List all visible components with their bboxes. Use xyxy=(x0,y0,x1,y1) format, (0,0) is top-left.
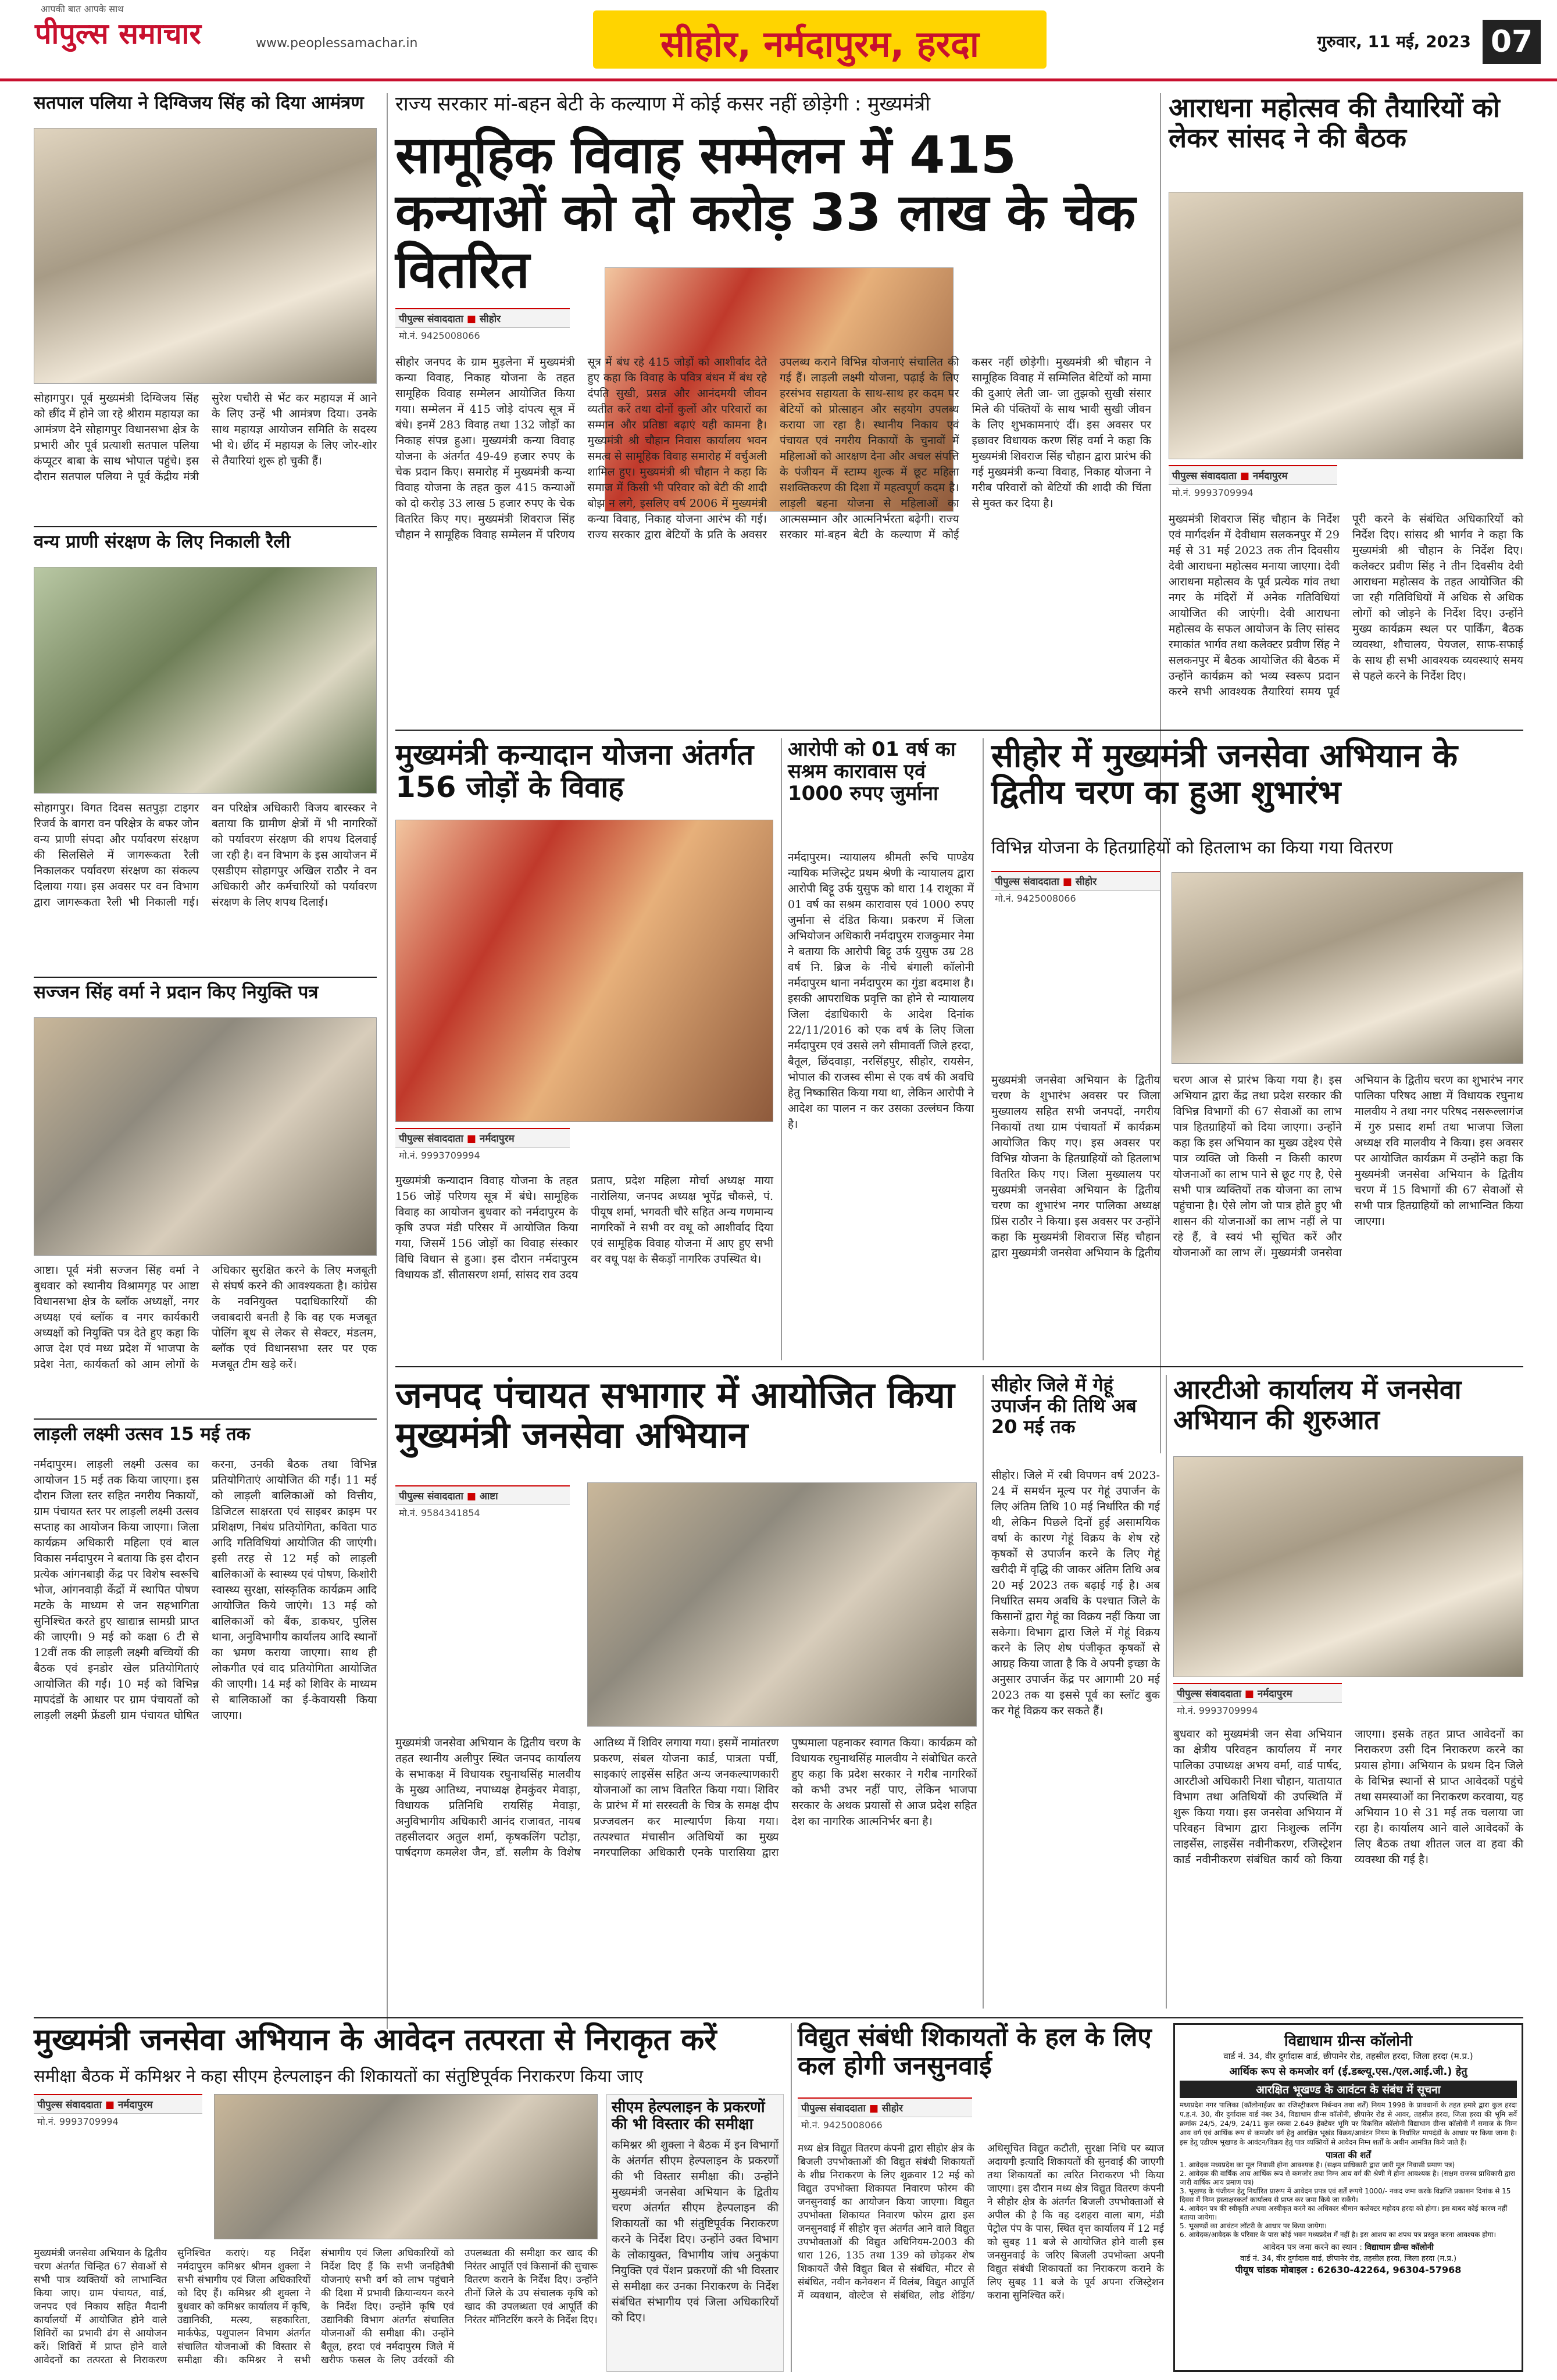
ad-footer xyxy=(1180,2242,1517,2253)
ad-conditions xyxy=(1180,2161,1517,2239)
byline-mobile: मो.नं. 9425008066 xyxy=(399,330,480,341)
story-headline: वन्य प्राणी संरक्षण के लिए निकाली रैली xyxy=(34,531,291,552)
story-ladli xyxy=(34,1424,377,2011)
story-photo xyxy=(587,1482,977,1727)
story-body: नर्मदापुरम। लाड़ली लक्ष्मी उत्सव का आयोजन 15 मई तक किया जाएगा। इस दौरान जिला स्तर सहित नगरीय निकायों, ग्राम पंचायत स्तर पर लाड़ली लक्ष्मी उत्सव सप्ताह का आयोजन किया जाएगा। जिला कार्यक्रम अधिकारी महिला एवं बाल विकास नर्मदापुरम ने बताया कि इस दौरान प्रत्येक आंगनबाड़ी केंद्र पर विशेष स्वरूचि भोज, आंगनवाड़ी केंद्रों में स्थापित पोषण मटके के माध्यम से जन सहभागिता सुनिश्चित करते हुए खाद्यान्न सामग्री प्राप्त की जाएगी। 9 मई को कक्षा 6 टी से 12वीं तक की लाड़ली लक्ष्मी बच्चियों की बैठक एवं इनडोर खेल प्रतियोगिताएं आयोजित की गईं। 10 मई को विभिन्न मापदंडों के आधार पर ग्राम पंचायतों को लाड़ली लक्ष्मी फ्रेंडली ग्राम पंचायत घोषित करना, उनकी बैठक तथा विभिन्न प्रतियोगिताएं आयोजित की गईं। 11 मई को लाड़ली बालिकाओं को वित्तीय, डिजिटल साक्षरता एवं साइबर क्राइम पर प्रशिक्षण, निबंध प्रतियोगिता, कविता पाठ आदि गतिविधियां आयोजित की जाएंगी। इसी तरह से 12 मई को लाड़ली बालिकाओं के स्वास्थ्य एवं पोषण, किशोरी स्वास्थ्य सुरक्षा, सांस्कृतिक कार्यक्रम आदि आयोजित किये जाएंगे। 13 मई को बालिकाओं को बैंक, डाकघर, पुलिस थाना, अनुविभागीय कार्यालय आदि स्थानों का भ्रमण कराया जाएगा। साथ ही लोकगीत एवं वाद प्रतियोगिता आयोजित की जाएगी। 14 मई को शिविर के माध्यम से बालिकाओं का ई-केवायसी किया जाएगा। xyxy=(34,1458,377,1722)
story-byline xyxy=(395,308,570,349)
story-body: मध्य क्षेत्र विद्युत वितरण कंपनी द्वारा सीहोर क्षेत्र के बिजली उपभोक्ताओं की विद्युत संबंधी शिकायतों के शीघ्र निराकरण के लिए शुक्रवार 12 मई को विद्युत उपभोक्ता शिकायत निवारण फोरम की जनसुनवाई का आयोजन किया जाएगा। विद्युत उपभोक्ता शिकायत निवारण फोरम द्वारा इस जनसुनवाई में सीहोर वृत्त अंतर्गत आने वाले विद्युत उपभोक्ताओं की विद्युत अधिनियम-2003 की धारा 126, 135 तथा 139 को छोड़कर शेष शिकायतें जैसे विद्युत बिल से संबंधित, मीटर से संबंधित, नवीन कनेक्शन में विलंब, विद्युत आपूर्ति में व्यवधान, वोल्टेज से संबंधित, लोड शेडिंग/अधिसूचित विद्युत कटौती, सुरक्षा निधि पर ब्याज अदायगी इत्यादि शिकायतों की सुनवाई की जाएगी तथा शिकायतों का त्वरित निराकरण भी किया जाएगा। इस दौरान मध्य क्षेत्र विद्युत वितरण कंपनी ने सीहोर क्षेत्र के अंतर्गत बिजली उपभोक्ताओं से अपील की है कि वह दशहरा वाला बाग, मंडी पेट्रोल पंप के पास, स्थित वृत्त कार्यालय में 12 मई को सुबह 11 बजे से आयोजित होने वाली इस जनसुनवाई के जरिए बिजली उपभोक्ता अपनी विद्युत संबंधी शिकायतों का निराकरण कराने के लिए सुबह 11 बजे के पूर्व अपना रजिस्ट्रेशन कराना सुनिश्चित करें। xyxy=(798,2143,1164,2302)
column-divider xyxy=(983,1375,984,2009)
ad-condition: 1. आवेदक मध्यप्रदेश का मूल निवासी होना आवश्यक है। (सक्षम प्राधिकारी द्वारा जारी मूल निवासी प्रमाण पत्र) xyxy=(1180,2161,1455,2169)
byline-credit: पीपुल्स संवाददाता ■ नर्मदापुरम xyxy=(1173,1683,1342,1703)
ad-condition: 5. भूखण्डों का आवंटन लॉटरी के आधार पर किया जायेगा। xyxy=(1180,2222,1327,2230)
ad-subtitle: आर्थिक रूप से कमजोर वर्ग (ई.डब्ल्यू.एस./एल.आई.जी.) हेतु xyxy=(1229,2065,1467,2078)
masthead xyxy=(0,0,1557,81)
story-byline xyxy=(1169,465,1337,506)
story-body: मुख्यमंत्री जनसेवा अभियान के द्वितीय चरण के शुभारंभ अवसर पर जिला मुख्यालय सहित सभी जनपदों, नगरीय निकायों तथा ग्राम पंचायतों में कार्यक्रम आयोजित किए गए। इस अवसर पर विभिन्न योजना के हितग्राहियों को हितलाभ वितरित किए गए। जिला मुख्यालय पर मुख्यमंत्री जनसेवा अभियान के द्वितीय चरण का शुभारंभ नगर पालिका अध्यक्ष प्रिंस राठौर ने किया। इस अवसर पर उन्होंने कहा कि मुख्यमंत्री शिवराज सिंह चौहान द्वारा मुख्यमंत्री जनसेवा अभियान के द्वितीय चरण आज से प्रारंभ किया गया है। इस अभियान द्वारा केंद्र तथा प्रदेश सरकार की विभिन्न विभागों की 67 सेवाओं का लाभ पात्र हितग्राहियों को दिया जाएगा। उन्होंने कहा कि इस अभियान का मुख्य उद्देश्य ऐसे पात्र व्यक्ति जो किसी न किसी कारण योजनाओं का लाभ पाने से छूट गए है, ऐसे सभी पात्र व्यक्तियों तक योजना का लाभ पहुंचाना है। ऐसे लोग जो पात्र होते हुए भी शासन की योजनाओं का लाभ नहीं ले पा रहे हैं, वे स्वयं भी सूचित करें और योजनाओं का लाभ लें। मुख्यमंत्री जनसेवा अभियान के द्वितीय चरण का शुभारंभ नगर पालिका परिषद आष्टा में विधायक रघुनाथ मालवीय ने तथा नगर परिषद नसरूल्लागंज में गुरु प्रसाद शर्मा तथा भाजपा जिला अध्यक्ष रवि मालवीय ने किया। इस अवसर पर आयोजित कार्यक्रम में उन्होंने कहा कि मुख्यमंत्री जनसेवा अभियान के द्वितीय चरण में 15 विभागों की 67 सेवाओं से सभी पात्र हितग्राहियों को लाभान्वित किया जाएगा। xyxy=(991,1074,1523,1259)
story-subhead: समीक्षा बैठक में कमिश्नर ने कहा सीएम हेल्पलाइन की शिकायतों का संतुष्टिपूर्वक निराकरण किया जाए xyxy=(34,2066,644,2086)
story-vivah xyxy=(395,93,1151,721)
divider xyxy=(395,1366,1523,1367)
byline-credit: पीपुल्स संवाददाता ■ सीहोर xyxy=(991,871,1160,891)
story-body: सोहागपुर। विगत दिवस सतपुड़ा टाइगर रिजर्व के बागरा वन परिक्षेत्र के बफर जोन वन्य प्राणी संपदा और पर्यावरण संरक्षण की सिलसिले में जागरूकता रैली निकालकर पर्यावरण संरक्षण का संकल्प दिलाया गया। इस अवसर पर वन विभाग द्वारा जागरूकता रैली भी निकाली गई। वन परिक्षेत्र अधिकारी विजय बारस्कर ने बताया कि ग्रामीण क्षेत्रों में भी नागरिकों को पर्यावरण संरक्षण की शपथ दिलवाई जा रही है। वन विभाग के इस आयोजन में एसडीएम सोहागपुर अखिल राठौर ने वन अधिकारी और कर्मचारियों को पर्यावरण संरक्षण के लिए शपथ दिलाई। xyxy=(34,802,377,909)
story-photo xyxy=(34,128,377,384)
story-aaropi xyxy=(788,738,974,1360)
byline-mobile: मो.नं. 9584341854 xyxy=(399,1507,480,1518)
story-headline: सज्जन सिंह वर्मा ने प्रदान किए नियुक्ति पत्र xyxy=(34,982,319,1003)
byline-mobile: मो.नं. 9425008066 xyxy=(995,893,1076,904)
byline-mobile: मो.नं. 9425008066 xyxy=(801,2120,883,2131)
byline-credit: पीपुल्स संवाददाता ■ सीहोर xyxy=(798,2097,972,2117)
ad-phone-numbers: 62630-42264, 96304-57968 xyxy=(1317,2264,1462,2275)
byline-credit: पीपुल्स संवाददाता ■ नर्मदापुरम xyxy=(1169,465,1337,485)
story-body: सीहोर। जिले में रबी विपणन वर्ष 2023-24 में समर्थन मूल्य पर गेहूं उपार्जन के लिए अंतिम तिथि 10 मई निर्धारित की गई थी, लेकिन पिछले दिनों हुई असामयिक वर्षा के कारण गेहूं विक्रय के शेष रहे कृषकों से उपार्जन करने के लिए गेहूं खरीदी में वृद्धि की जाकर अंतिम तिथि अब 20 मई 2023 तक बढ़ाई गई है। अब निर्धारित समय अवधि के पश्चात जिले के किसानों द्वारा गेहूं का विक्रय नहीं किया जा सकेगा। विभाग द्वारा जिले में गेहूं विक्रय करने के लिए शेष पंजीकृत कृषकों से आग्रह किया जाता है कि वे अपनी इच्छा के अनुसार उपार्जन केंद्र पर आगामी 20 मई 2023 तक या इससे पूर्व का स्लॉट बुक कर गेहूं विक्रय कर सकते हैं। xyxy=(991,1469,1160,1717)
story-sajjan xyxy=(34,982,377,1413)
story-kicker: राज्य सरकार मां-बहन बेटी के कल्याण में कोई कसर नहीं छोड़ेगी : मुख्यमंत्री xyxy=(395,92,931,116)
sidebar-box xyxy=(606,2094,784,2372)
story-jansewa-sehore xyxy=(991,738,1523,1360)
paper-logo xyxy=(35,13,267,53)
story-photo xyxy=(1172,872,1523,1064)
story-electric xyxy=(798,2023,1164,2372)
byline-mobile: मो.नं. 9993709994 xyxy=(1177,1705,1258,1716)
ad-notice xyxy=(1173,2023,1523,2372)
story-headline: जनपद पंचायत सभागार में आयोजित किया मुख्यमंत्री जनसेवा अभियान xyxy=(395,1374,955,1457)
story-byline xyxy=(395,1128,570,1168)
story-photo xyxy=(1169,192,1523,459)
story-body: मुख्यमंत्री शिवराज सिंह चौहान के निर्देश एवं मार्गदर्शन में देवीधाम सलकनपुर में 29 मई से 31 मई 2023 तक तीन दिवसीय देवी आराधना महोत्सव मनाया जाएगा। देवी आराधना महोत्सव के पूर्व प्रत्येक गांव तथा नगर के मंदिरों में अनेक गतिविधियां आयोजित की जाएंगी। देवी आराधना महोत्सव के सफल आयोजन के लिए सांसद रमाकांत भार्गव तथा कलेक्टर प्रवीण सिंह ने सलकनपुर में बैठक आयोजित की बैठक में उन्होंने कार्यक्रम को भव्य स्वरूप प्रदान करने सभी आवश्यक तैयारियां समय पूर्व पूरी करने के संबंधित अधिकारियों को निर्देश दिए। सांसद श्री भार्गव ने कहा कि मुख्यमंत्री श्री चौहान के निर्देश दिए। कलेक्टर प्रवीण सिंह ने तीन दिवसीय देवी आराधना महोत्सव के तहत आयोजित की जा रही गतिविधियों में अधिक से अधिक लोगों को जोड़ने के निर्देश दिए। उन्होंने मुख्य कार्यक्रम स्थल पर पार्किंग, बैठक व्यवस्था, शौचालय, पेयजल, साफ-सफाई के साथ ही सभी आवश्यक व्यवस्थाएं समय से पहले करने के निर्देश दिए। xyxy=(1169,513,1523,698)
byline-credit: पीपुल्स संवाददाता ■ नर्मदापुरम xyxy=(34,2094,202,2114)
story-byline xyxy=(991,871,1160,912)
story-body: मुख्यमंत्री जनसेवा अभियान के द्वितीय चरण के तहत स्थानीय अलीपुर स्थित जनपद कार्यालय के सभाकक्ष में विधायक रघुनाथसिंह मालवीय के मुख्य आतिथ्य, नपाध्यक्ष हेमकुंवर मेवाड़ा, विधायक प्रतिनिधि रायसिंह मेवाड़ा, अनुविभागीय अधिकारी आनंद राजावत, नायब तहसीलदार अतुल शर्मा, कृषकलिंग पटोड़ा, पार्षदगण कमलेश जैन, डॉ. सलीम के विशेष आतिथ्य में शिविर लगाया गया। इसमें नामांतरण प्रकरण, संबल योजना कार्ड, पात्रता पर्ची, साइकाएं लाइसेंस सहित अन्य जनकल्याणकारी योजनाओं का लाभ वितरित किया गया। शिविर के प्रारंभ में मां सरस्वती के चित्र के समक्ष दीप प्रज्जवलन कर माल्यार्पण किया गया। तत्पश्चात मंचासीन अतिथियों का मुख्य नगरपालिका अधिकारी एनके पारासिया द्वारा पुष्पमाला पहनाकर स्वागत किया। कार्यक्रम को विधायक रघुनाथसिंह मालवीय ने संबोधित करते हुए कहा कि प्रदेश सरकार ने गरीब नागरिकों को कभी उभर नहीं पाए, लेकिन भाजपा सरकार के अथक प्रयासों से आज प्रदेश सहित देश का नागरिक आत्मनिर्भर बना है। xyxy=(395,1736,977,1859)
story-headline: मुख्यमंत्री जनसेवा अभियान के आवेदन तत्परता से निराकृत करें xyxy=(34,2022,717,2057)
story-headline: आरोपी को 01 वर्ष का सश्रम कारावास एवं 1000 रुपए जुर्माना xyxy=(788,738,956,806)
story-body: मुख्यमंत्री जनसेवा अभियान के द्वितीय चरण अंतर्गत चिन्हित 67 सेवाओं से सभी पात्र व्यक्तियों को लाभान्वित किया जाए। ग्राम पंचायत, वार्ड, जनपद एवं निकाय सहित मैदानी कार्यालयों में आयोजित होने वाले शिविरों का प्रभावी ढंग से आयोजन करें। शिविरों में प्राप्त होने वाले आवेदनों का तत्परता से निराकरण सुनिश्चित कराएं। यह निर्देश नर्मदापुरम कमिश्नर श्रीमन शुक्ला ने सभी संभागीय एवं जिला अधिकारियों को दिए हैं। कमिश्नर श्री शुक्ला ने बुधवार को कमिश्नर कार्यालय में कृषि, उद्यानिकी, मत्स्य, सहकारिता, मार्कफेड, पशुपालन विभाग अंतर्गत संचालित योजनाओं की विस्तार से समीक्षा की। कमिश्नर ने सभी संभागीय एवं जिला अधिकारियों को निर्देश दिए हैं कि सभी जनहितैषी योजनाएं सभी वर्ग को लाभ पहुंचाने की दिशा में प्रभावी क्रियान्वयन करने के निर्देश दिए। उन्होंने कृषि एवं उद्यानिकी विभाग अंतर्गत संचालित योजनाओं की समीक्षा की। उन्होंने बैतूल, हरदा एवं नर्मदापुरम जिले में खरीफ फसल के लिए उर्वरकों की उपलब्धता की समीक्षा कर खाद की निरंतर आपूर्ति एवं किसानों की सुचारू वितरण कराने के निर्देश दिए। उन्होंने तीनों जिले के उप संचालक कृषि को खाद की उपलब्धता एवं आपूर्ति की निरंतर मॉनिटरिंग करने के निर्देश दिए। xyxy=(34,2247,598,2366)
story-headline: सतपाल पलिया ने दिग्विजय सिंह को दिया आमंत्रण xyxy=(34,92,364,113)
story-janpad xyxy=(395,1375,977,2009)
column-divider xyxy=(387,93,388,2029)
story-body: आष्टा। पूर्व मंत्री सज्जन सिंह वर्मा ने बुधवार को स्थानीय विश्रामगृह पर आष्टा विधानसभा क्षेत्र के ब्लॉक अध्यक्षों, नगर अध्यक्ष एवं ब्लॉक व नगर कार्यकारी अध्यक्षों को नियुक्ति पत्र देते हुए कहा कि आज देश एवं मध्य प्रदेश में भाजपा के प्रदेश नेता, कार्यकर्ता को आम लोगों के अधिकार सुरक्षित करने के लिए मजबूती से संघर्ष करने की आवश्यकता है। कांग्रेस के नवनियुक्त पदाधिकारियों की जवाबदारी बनती है कि वह एक मजबूत पोलिंग बूथ से लेकर से सेक्टर, मंडलम, ब्लॉक एवं विधानसभा स्तर पर एक मजबूत टीम खड़े करें। xyxy=(34,1264,377,1371)
story-headline: आराधना महोत्सव की तैयारियों को लेकर सांसद ने की बैठक xyxy=(1169,92,1500,153)
byline-mobile: मो.नं. 9993709994 xyxy=(1172,487,1254,498)
ad-condition: 4. आवेदन पत्र की स्वीकृति अथवा अस्वीकृत करने का अधिकार श्रीमान कलेक्टर महोदय हरदा को होगा। इस बाबद कोई कारण नहीं बताया जायेगा। xyxy=(1180,2204,1508,2221)
story-wildlife xyxy=(34,532,377,971)
story-photo xyxy=(34,1017,377,1256)
story-body: सीहोर जनपद के ग्राम मुड़लेना में मुख्यमंत्री कन्या विवाह, निकाह योजना के तहत सामूहिक विवाह सम्मेलन आयोजित किया गया। सम्मेलन में 415 जोड़े दांपत्य सूत्र में बंधे। इनमें 283 विवाह तथा 132 जोड़ों का निकाह संपन्न हुआ। मुख्यमंत्री कन्या विवाह योजना के अंतर्गत 49-49 हजार रुपए के चेक प्रदान किए। समारोह में मुख्यमंत्री कन्या विवाह योजना के तहत कुल 415 कन्याओं को दो करोड़ 33 लाख 5 हजार रुपए के चेक वितरित किए गए। मुख्यमंत्री शिवराज सिंह चौहान ने सामूहिक विवाह सम्मेलन में परिणय सूत्र में बंध रहे 415 जोड़ों को आशीर्वाद देते हुए कहा कि विवाह के पवित्र बंधन में बंध रहे दंपति सुखी, प्रसन्न और आनंदमयी जीवन व्यतीत करें तथा दोनों कुलों और परिवारों का सम्मान और प्रतिष्ठा बढ़ाएं यही कामना है। मुख्यमंत्री श्री चौहान निवास कार्यालय भवन समत्व से सामूहिक विवाह समारोह में वर्चुअली शामिल हुए। मुख्यमंत्री श्री चौहान ने कहा कि समाज में किसी भी परिवार को बेटी की शादी बोझ न लगे, इसलिए वर्ष 2006 में मुख्यमंत्री कन्या विवाह, निकाह योजना आरंभ की गई। राज्य सरकार द्वारा बेटियों के प्रति के अवसर उपलब्ध कराने विभिन्न योजनाएं संचालित की गई हैं। लाड़ली लक्ष्मी योजना, पढ़ाई के लिए हरसंभव सहायता के साथ-साथ हर कदम पर बेटियों को प्रोत्साहन और सहयोग उपलब्ध कराया जा रहा है। स्थानीय निकाय एवं पंचायत एवं नगरीय निकायों के चुनावों में महिलाओं को आरक्षण देना और अचल संपत्ति के पंजीयन में स्टाम्प शुल्क में छूट महिला सशक्तिकरण की दिशा में महत्वपूर्ण कदम है। लाड़ली बहना योजना से महिलाओं का आत्मसम्मान और आत्मनिर्भरता बढ़ेगी। राज्य सरकार मां-बहन बेटी के कल्याण में कोई कसर नहीं छोड़ेगी। मुख्यमंत्री श्री चौहान ने सामूहिक विवाह में सम्मिलित बेटियों को मामा की दुआएं लेती जा- जा तुझको सुखी संसार मिले की पंक्तियों के साथ भावी सुखी जीवन के लिए शुभकामनाएं दीं। इस अवसर पर इछावर विधायक करण सिंह वर्मा ने कहा कि मुख्यमंत्री शिवराज सिंह चौहान द्वारा प्रारंभ की गई मुख्यमंत्री कन्या विवाह, निकाह योजना ने गरीब परिवारों को बेटियों की शादी की चिंता से मुक्त कर दिया है। xyxy=(395,356,1151,541)
ad-notice-title: आरक्षित भूखण्ड के आवंटन के संबंध में सूचना xyxy=(1180,2081,1517,2098)
story-byline xyxy=(395,1485,570,1526)
story-headline: सीहोर जिले में गेहूं उपार्जन की तिथि अब 20 मई तक xyxy=(991,1374,1137,1438)
divider xyxy=(34,2017,1523,2018)
column-divider xyxy=(791,2023,792,2372)
story-body: मुख्यमंत्री कन्यादान विवाह योजना के तहत 156 जोड़ें परिणय सूत्र में बंधे। सामूहिक विवाह का आयोजन बुधवार को नर्मदापुरम के कृषि उपज मंडी परिसर में आयोजित किया गया, जिसमें 156 जोड़ों का विवाह संस्कार विधि विधान से हुआ। इस दौरान नर्मदापुरम विधायक डॉ. सीतासरण शर्मा, सांसद राव उदय प्रताप, प्रदेश महिला मोर्चा अध्यक्ष माया नारोलिया, जनपद अध्यक्ष भूपेंद्र चौकसे, पं. पीयूष शर्मा, भगवती चौरे सहित अन्य गणमान्य नागरिकों ने सभी वर वधू को आशीर्वाद दिया एवं सामूहिक विवाह योजना में आए हुए सभी वर वधू पक्ष के सैकड़ों नागरिक उपस्थित थे। xyxy=(395,1174,773,1281)
sidebar-box-title: सीएम हेल्पलाइन के प्रकरणों की भी विस्तार की समीक्षा xyxy=(612,2099,765,2134)
website-url[interactable]: www.peoplessamachar.in xyxy=(256,36,418,51)
story-body: बुधवार को मुख्यमंत्री जन सेवा अभियान का क्षेत्रीय परिवहन कार्यालय में नगर पालिका उपाध्यक्ष अभय वर्मा, वार्ड पार्षद, आरटीओ अधिकारी निशा चौहान, यातायात विभाग तथा अतिथियों की उपस्थिति में शुरू किया गया। इस जनसेवा अभियान में परिवहन विभाग द्वारा निःशुल्क लर्निंग लाइसेंस, लाइसेंस नवीनीकरण, रजिस्ट्रेशन कार्ड नवीनीकरण संबंधित कार्य को किया जाएगा। इसके तहत प्राप्त आवेदनों का निराकरण उसी दिन निराकरण करने का प्रयास होगा। अभियान के प्रथम दिन जिले के विभिन्न स्थानों से प्राप्त आवेदकों पहुंचे तथा समस्याओं का निराकरण करवाया, यह अभियान 10 से 31 मई तक चलाया जा रहा है। कार्यालय आने वाले आवेदकों के लिए बैठक तथा शीतल जल वा हवा की व्यवस्था की गई है। xyxy=(1173,1728,1523,1866)
byline-credit: पीपुल्स संवाददाता ■ सीहोर xyxy=(395,308,570,328)
divider xyxy=(34,1418,377,1420)
story-photo xyxy=(395,820,773,1122)
ad-footer-label: आवेदन पत्र जमा करने का स्थान : xyxy=(1263,2243,1362,2252)
edition-title: सीहोर, नर्मदापुरम, हरदा xyxy=(660,23,979,65)
story-body: सोहागपुर। पूर्व मुख्यमंत्री दिग्विजय सिंह को छींद में होने जा रहे श्रीराम महायज्ञ का आमंत्रण देने सोहागपुर विधानसभा क्षेत्र के प्रभारी और पूर्व प्रत्याशी सतपाल पलिया कंप्यूटर बाबा के साथ भोपाल पहुंचे। इस दौरान सतपाल पलिया ने पूर्व केंद्रीय मंत्री सुरेश पचौरी से भेंट कर महायज्ञ में आने के लिए उन्हें भी आमंत्रण दिया। उनके साथ महायज्ञ आयोजन समिति के सदस्य भी थे। छींद में महायज्ञ के लिए जोर-शोर से तैयारियां शुरू हो चुकी हैं। xyxy=(34,392,377,483)
divider xyxy=(34,977,377,978)
story-commissioner xyxy=(34,2023,784,2372)
ad-org: विद्याधाम ग्रीन्स कॉलोनी xyxy=(1284,2032,1413,2050)
story-headline: आरटीओ कार्यालय में जनसेवा अभियान की शुरुआत xyxy=(1173,1374,1462,1435)
byline-credit: पीपुल्स संवाददाता ■ आष्टा xyxy=(395,1485,570,1505)
column-divider xyxy=(1166,1375,1167,2009)
ad-body: मध्यप्रदेश नगर पालिका (कॉलोनाईजर का रजिस्ट्रीकरण निर्बन्धन तथा शर्तें) नियम 1998 के प्रावधानों के तहत हमारे द्वारा कुल हरदा प.ह.नं. 30, वीर दुर्गादास वार्ड नंबर 34, विद्याधाम ग्रीन्स कॉलोनी, छीपानेर रोड से आवर, तहसील हरदा, जिला हरदा की भूमि सर्वे क्रमांक 24/5, 24/9, 24/11 कुल रकबा 2.649 हेक्टेयर भूमि पर विकसित कॉलोनी विद्याधाम ग्रीन्स कॉलोनी में समाज के निम्न आय वर्ग एवं आर्थिक रूप से कमजोर वर्ग हेतु आरक्षित भूखंड विक्रय/आवंटन नियम के निर्धारित मापदंडों के आधार पर किया जाना है। इस हेतु एडीएम भूखण्ड के आवंटन/विक्रय हेतु पात्र व्यक्तियों से आवेदन निम्न शर्तों के अधीन आमंत्रित किये जाते हैं। xyxy=(1180,2101,1517,2146)
page-number: 07 xyxy=(1483,20,1541,64)
paper-name: पीपुल्स समाचार xyxy=(35,17,201,51)
story-byline xyxy=(34,2094,202,2135)
story-headline: सामूहिक विवाह सम्मेलन में 415 कन्याओं को दो करोड़ 33 लाख के चेक वितरित xyxy=(395,125,1136,300)
story-subhead: विभिन्न योजना के हितग्राहियों को हितलाभ का किया गया वितरण xyxy=(991,838,1393,858)
story-satpal xyxy=(34,93,377,523)
masthead-tagline: आपकी बात आपके साथ xyxy=(41,3,124,15)
divider xyxy=(395,730,1523,731)
story-aradhana xyxy=(1169,93,1523,721)
issue-date: गुरुवार, 11 मई, 2023 xyxy=(1317,32,1471,51)
ad-conditions-title: पात्रता की शर्तें xyxy=(1326,2150,1371,2160)
ad-footer-org: विद्याधाम ग्रीन्स कॉलोनी xyxy=(1365,2243,1434,2252)
divider xyxy=(34,526,377,527)
ad-condition: 6. आवेदक/आवेदक के परिवार के पास कोई भवन मध्यप्रदेश में नहीं है। इस आशय का शपथ पत्र प्रस्तुत करना आवश्यक होगा। xyxy=(1180,2231,1497,2239)
byline-mobile: मो.नं. 9993709994 xyxy=(37,2116,119,2127)
story-photo xyxy=(1173,1456,1523,1677)
story-headline: मुख्यमंत्री कन्यादान योजना अंतर्गत 156 जोड़ों के विवाह xyxy=(395,738,754,804)
column-divider xyxy=(781,738,782,1360)
ad-condition: 2. आवेदक की वार्षिक आय आर्थिक रूप से कमजोर तथा निम्न आय वर्ग की श्रेणी में होना आवश्यक है। (सक्षम राजस्व प्राधिकारी द्वारा जारी वार्षिक आय प्रमाण पत्र) xyxy=(1180,2170,1515,2186)
ad-address: वार्ड नं. 34, वीर दुर्गादास वार्ड, छीपानेर रोड, तहसील हरदा, जिला हरदा (म.प्र.) xyxy=(1223,2051,1473,2061)
byline-mobile: मो.नं. 9993709994 xyxy=(399,1150,480,1161)
edition-banner xyxy=(593,10,1047,69)
column-divider xyxy=(983,738,984,1360)
story-photo xyxy=(214,2094,598,2239)
story-headline: सीहोर में मुख्यमंत्री जनसेवा अभियान के द्वितीय चरण का हुआ शुभारंभ xyxy=(991,737,1458,812)
story-headline: विद्युत संबंधी शिकायतों के हल के लिए कल होगी जनसुनवाई xyxy=(798,2022,1152,2081)
story-photo xyxy=(34,567,377,794)
story-kanyadan xyxy=(395,738,773,1360)
story-byline xyxy=(798,2097,972,2138)
story-byline xyxy=(1173,1683,1342,1724)
story-headline: लाड़ली लक्ष्मी उत्सव 15 मई तक xyxy=(34,1424,251,1445)
ad-condition: 3. भूखण्ड के पंजीयन हेतु निर्धारित प्रारूप में आवेदन प्रपत्र एवं शर्तें रूपये 1000/- नकद जमा करके विज्ञप्ति प्रकाशन दिनांक से 15 दिवस में निम्न हस्ताक्षरकर्ता कार्यालय से प्राप्त कर जमा किये जा सकेंगे। xyxy=(1180,2187,1511,2204)
story-rto xyxy=(1173,1375,1523,2009)
ad-phones: पीयूष चांडक मोबाइल : 62630-42264, 96304-57968 xyxy=(1235,2264,1462,2275)
story-body: नर्मदापुरम। न्यायालय श्रीमती रूचि पाण्डेय न्यायिक मजिस्ट्रेट प्रथम श्रेणी के न्यायालय द्वारा आरोपी बिट्टू उर्फ युसुफ को धारा 14 राशूका में 01 वर्ष का सश्रम कारावास एवं 1000 रुपए जुर्माना से दंडित किया। प्रकरण में जिला अभियोजन अधिकारी नर्मदापुरम राजकुमार नेमा ने बताया कि आरोपी बिट्टू उर्फ युसुफ उम्र 28 वर्ष नि. ब्रिज के नीचे बंगाली कॉलोनी नर्मदापुरम थाना नर्मदापुरम का गुंडा बदमाश है। इसकी आपराधिक प्रवृत्ति का होने से न्यायालय जिला दंडाधिकारी के आदेश दिनांक 22/11/2016 को एक वर्ष के लिए जिला नर्मदापुरम एवं उससे लगे सीमावर्ती जिले हरदा, बैतूल, छिंदवाड़ा, नरसिंहपुर, सीहोर, रायसेन, भोपाल की राजस्व सीमा से एक वर्ष की अवधि हेतु निष्कासित किया गया था, लेकिन आरोपी ने आदेश का पालन न कर उसका उल्लंघन किया है। xyxy=(788,851,974,1131)
sidebar-box-body: कमिश्नर श्री शुक्ला ने बैठक में इन विभागों के अंतर्गत सीएम हेल्पलाइन के प्रकरणों की भी विस्तार समीक्षा की। उन्होंने मुख्यमंत्री जनसेवा अभियान के द्वितीय चरण अंतर्गत सीएम हेल्पलाइन की शिकायतों का भी संतुष्टिपूर्वक निराकरण करने के निर्देश दिए। उन्होंने उक्त विभाग के लोकायुक्त, विभागीय जांच अनुकंपा नियुक्ति एवं पेंशन प्रकरणों की भी विस्तार से समीक्षा कर उनका निराकरण के निर्देश संबंधित संभागीय एवं जिला अधिकारियों को दिए। xyxy=(612,2139,779,2325)
byline-credit: पीपुल्स संवाददाता ■ नर्मदापुरम xyxy=(395,1128,570,1148)
story-wheat xyxy=(991,1375,1160,2009)
ad-footer-address: वार्ड नं. 34, वीर दुर्गादास वार्ड, छीपानेर रोड, तहसील हरदा, जिला हरदा (म.प्र.) xyxy=(1240,2254,1457,2263)
